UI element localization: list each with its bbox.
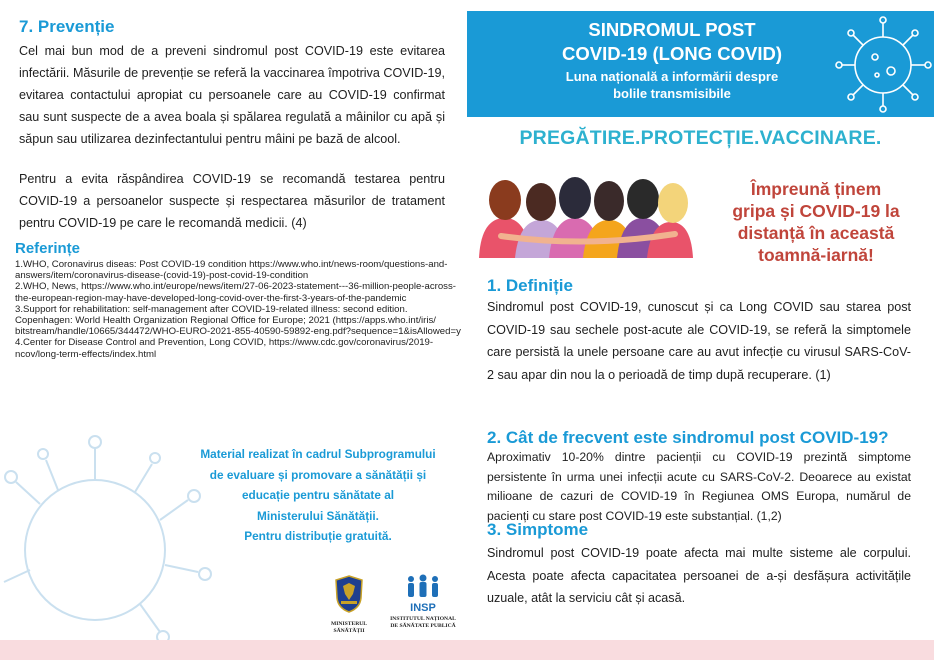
subtitle-line: Luna națională a informării despre (565, 69, 779, 84)
reference-item: 3.Support for rehabilitation: self-management after COVID-19-related illness: second edition. Copenhagen: World Health Organization Regional Office for Europe; 2021 (https://apps.who.int/iris/ bitstream/handle/10665/344472/WHO-EURO-2021-855-40590-59892-eng.pdf?sequence=1&isAllowed=y (15, 303, 461, 338)
insp-logo (390, 574, 456, 630)
definition-text: Sindromul post COVID-19, cunoscut și ca Long COVID sau starea post COVID-19 sau sechele post-acute ale COVID-19, se referă la simptomele care persistă la unele persoane care au avut infecție cu virusul SARS-CoV-2 sau apar din nou la o perioadă de timp după recuperare. (1) (487, 300, 911, 382)
prevention-paragraph-1: Cel mai bun mod de a preveni sindromul post COVID-19 este evitarea infectării. Măsurile de prevenție se referă la vaccinarea împotriva COVID-19, evitarea contactului apropiat cu persoanele care au COVID-19 confirmat sau sunt suspecte de a avea boala și spălarea regulată a mâinilor cu apă și săpun sau utilizarea dezinfectantului pentru mâini pe bază de alcool. (19, 44, 445, 146)
frequency-text: Aproximativ 10-20% dintre pacienții cu COVID-19 prezintă simptome persistente în urma unei infecții acute cu SARS-CoV-2. Deoarece au existat milioane de cazuri de COVID-19 în Regiunea OMS Europa, numărul de pacienți cu stare post COVID-19 este substanțial. (1,2) (487, 450, 911, 523)
credit-line: Ministerului Sănătății. (257, 508, 379, 523)
virus-outline-icon (827, 11, 933, 115)
campaign-message (703, 178, 929, 266)
title-banner (467, 11, 934, 117)
subtitle-line: bolile transmisibile (613, 86, 731, 101)
insp-wordmark: INSP (410, 602, 436, 614)
symptoms-text: Sindromul post COVID-19 poate afecta mai multe sisteme ale corpului. Acesta poate afecta capacitatea persoanei de a-și desfășura activitățile uzuale, atât la serviciu cât și acasă. (487, 546, 911, 605)
insp-caption-line: INSTITUTUL NAȚIONAL (390, 616, 456, 622)
people-group-illustration (475, 174, 695, 258)
insp-caption-line: DE SĂNĂTATE PUBLICĂ (390, 623, 456, 629)
campaign-slogan: PREGĂTIRE.PROTECȚIE.VACCINARE. (519, 127, 882, 149)
title-line: SINDROMUL POST (588, 19, 756, 40)
references-list (15, 259, 467, 360)
references-heading: Referințe (15, 240, 81, 257)
symptoms-heading: 3. Simptome (487, 520, 589, 539)
ministry-caption: MINISTERUL SĂNĂTĂȚII (330, 621, 368, 634)
credit-line: Pentru distribuție gratuită. (244, 529, 392, 543)
message-line: toamnă-iarnă! (758, 245, 874, 265)
reference-item: 2.WHO, News, https://www.who.int/europe/news/item/27-06-2023-statement---36-million-people-across-the-european-region-may-have-developed-long-covid-over-the-first-3-years-of-the-pandemic (15, 281, 456, 304)
right-panel (467, 0, 934, 640)
credit-line: educație pentru sănătate al (241, 488, 395, 502)
prevention-heading: 7. Prevenție (19, 17, 115, 36)
page-title (507, 18, 837, 66)
reference-item: 4.Center for Disease Control and Prevention, Long COVID, https://www.cdc.gov/coronavirus/2019-ncov/long-term-effects/index.html (15, 337, 434, 360)
message-line: distanță în această (737, 223, 895, 243)
reference-item: 1.WHO, Coronavirus diseas: Post COVID-19 condition https://www.who.int/news-room/questions-and-answers/item/coronavirus-disease-(covid-19)-post-covid-19-condition (15, 259, 448, 282)
ministry-logo (316, 574, 382, 635)
bottom-strip (0, 640, 934, 660)
insp-people-icon (403, 574, 443, 598)
credit-line: Material realizat în cadrul Subprogramului (200, 447, 436, 461)
credit-note (178, 444, 458, 547)
credit-line: de evaluare și promovare a sănătății și (209, 467, 427, 482)
definition-heading: 1. Definiție (487, 276, 573, 295)
left-panel (0, 0, 467, 640)
frequency-heading: 2. Cât de frecvent este sindromul post COVID-19? (487, 428, 889, 447)
message-line: gripa și COVID-19 la (732, 201, 900, 221)
message-line: Împreună ținem (750, 179, 882, 199)
page-subtitle (507, 68, 837, 102)
romania-coat-of-arms-logo (332, 574, 366, 614)
prevention-paragraph-2: Pentru a evita răspândirea COVID-19 se recomandă testarea pentru COVID-19 a persoanelor suspecte și respectarea măsurilor de tratament pentru COVID-19 pe care le recomandă medicii. (4) (19, 172, 445, 230)
title-line: COVID-19 (LONG COVID) (562, 43, 782, 64)
